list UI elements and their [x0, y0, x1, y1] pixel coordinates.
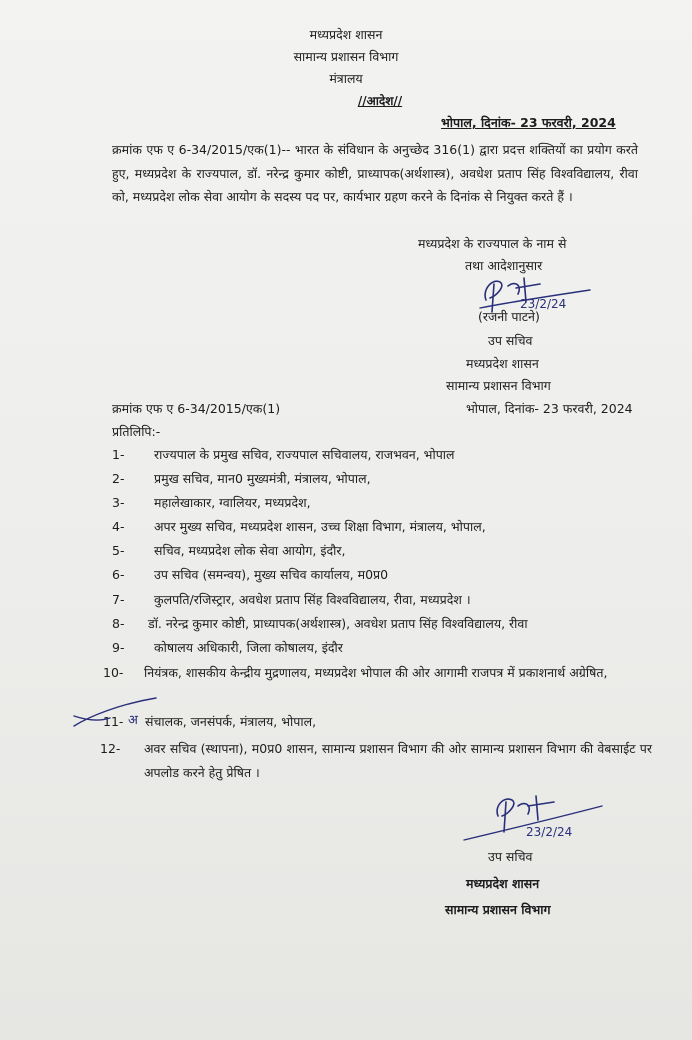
- signature-2-date: 23/2/24: [526, 825, 573, 839]
- copy-recipient: संचालक, जनसंपर्क, मंत्रालय, भोपाल,: [145, 714, 317, 729]
- copy-recipient: अवर सचिव (स्थापना), म0प्र0 शासन, सामान्य प्रशासन विभाग की ओर सामान्य प्रशासन विभाग की वेबसाईट पर अपलोड करने हेतु प्रेषित ।: [144, 741, 652, 780]
- authority-line-2: तथा आदेशानुसार: [465, 258, 543, 273]
- copy-number: 4-: [112, 519, 125, 534]
- header-department: सामान्य प्रशासन विभाग: [293, 49, 399, 64]
- signature-1-date: 23/2/24: [520, 297, 567, 311]
- reference-number: क्रमांक एफ ए 6-34/2015/एक(1): [112, 401, 281, 416]
- signature-2: [456, 792, 606, 844]
- copy-number: 2-: [112, 471, 125, 486]
- copy-number: 1-: [112, 447, 125, 462]
- signatory-2-designation: उप सचिव: [488, 849, 533, 864]
- copy-to-label: प्रतिलिपि:-: [112, 424, 161, 439]
- copy-recipient: कुलपति/रजिस्ट्रार, अवधेश प्रताप सिंह विश्वविद्यालय, रीवा, मध्यप्रदेश ।: [154, 592, 471, 607]
- header-government: मध्यप्रदेश शासन: [309, 27, 383, 42]
- copy-recipient: प्रमुख सचिव, मान0 मुख्यमंत्री, मंत्रालय, भोपाल,: [154, 471, 371, 486]
- order-heading: //आदेश//: [357, 94, 403, 108]
- copy-number: 11-: [103, 714, 124, 729]
- copy-number: 10-: [103, 665, 124, 680]
- signatory-2-org-1: मध्यप्रदेश शासन: [466, 876, 540, 891]
- copy-recipient: कोषालय अधिकारी, जिला कोषालय, इंदौर: [154, 640, 343, 655]
- copy-recipient: डॉ. नरेन्द्र कुमार कोष्टी, प्राध्यापक(अर्थशास्त्र), अवधेश प्रताप सिंह विश्वविद्यालय, रीवा: [148, 616, 528, 631]
- signatory-2-org-2: सामान्य प्रशासन विभाग: [445, 902, 551, 917]
- header-ministry: मंत्रालय: [329, 71, 363, 86]
- authority-line-1: मध्यप्रदेश के राज्यपाल के नाम से: [418, 236, 567, 251]
- place-date-top: भोपाल, दिनांक- 23 फरवरी, 2024: [441, 115, 616, 130]
- copy-recipient: महालेखाकार, ग्वालियर, मध्यप्रदेश,: [154, 495, 311, 510]
- handwritten-prefix: अ: [128, 713, 138, 728]
- copy-number: 3-: [112, 495, 125, 510]
- copy-recipient: राज्यपाल के प्रमुख सचिव, राज्यपाल सचिवालय, राजभवन, भोपाल: [154, 447, 455, 462]
- signatory-name: (रजनी पाटने): [478, 309, 540, 324]
- copy-number: 7-: [112, 592, 125, 607]
- signatory-designation-1: उप सचिव: [488, 333, 533, 348]
- copy-number: 8-: [112, 616, 125, 631]
- copy-recipient: उप सचिव (समन्वय), मुख्य सचिव कार्यालय, म0प्र0: [154, 567, 389, 582]
- copy-number: 5-: [112, 543, 125, 558]
- signatory-org-2: सामान्य प्रशासन विभाग: [446, 378, 551, 393]
- copy-number: 6-: [112, 567, 125, 582]
- place-date-bottom: भोपाल, दिनांक- 23 फरवरी, 2024: [466, 401, 633, 416]
- copy-number: 12-: [100, 741, 121, 756]
- copy-recipient: सचिव, मध्यप्रदेश लोक सेवा आयोग, इंदौर,: [154, 543, 346, 558]
- copy-recipient: नियंत्रक, शासकीय केन्द्रीय मुद्रणालय, मध्यप्रदेश भोपाल की ओर आगामी राजपत्र में प्रकाशनार्थ अग्रेषित,: [144, 665, 608, 680]
- signatory-org-1: मध्यप्रदेश शासन: [466, 356, 539, 371]
- copy-number: 9-: [112, 640, 125, 655]
- order-paragraph: क्रमांक एफ ए 6-34/2015/एक(1)-- भारत के संविधान के अनुच्छेद 316(1) द्वारा प्रदत्त शक्तियों का प्रयोग करते हुए, मध्यप्रदेश के राज्यपाल, डॉ. नरेन्द्र कुमार कोष्टी, प्राध्यापक(अर्थशास्त्र), अवधेश प्रताप सिंह विश्वविद्यालय, रीवा को, मध्यप्रदेश लोक सेवा आयोग के सदस्य पद पर, कार्यभार ग्रहण करने के दिनांक से नियुक्त करते हैं ।: [112, 142, 638, 204]
- copy-recipient: अपर मुख्य सचिव, मध्यप्रदेश शासन, उच्च शिक्षा विभाग, मंत्रालय, भोपाल,: [154, 519, 486, 534]
